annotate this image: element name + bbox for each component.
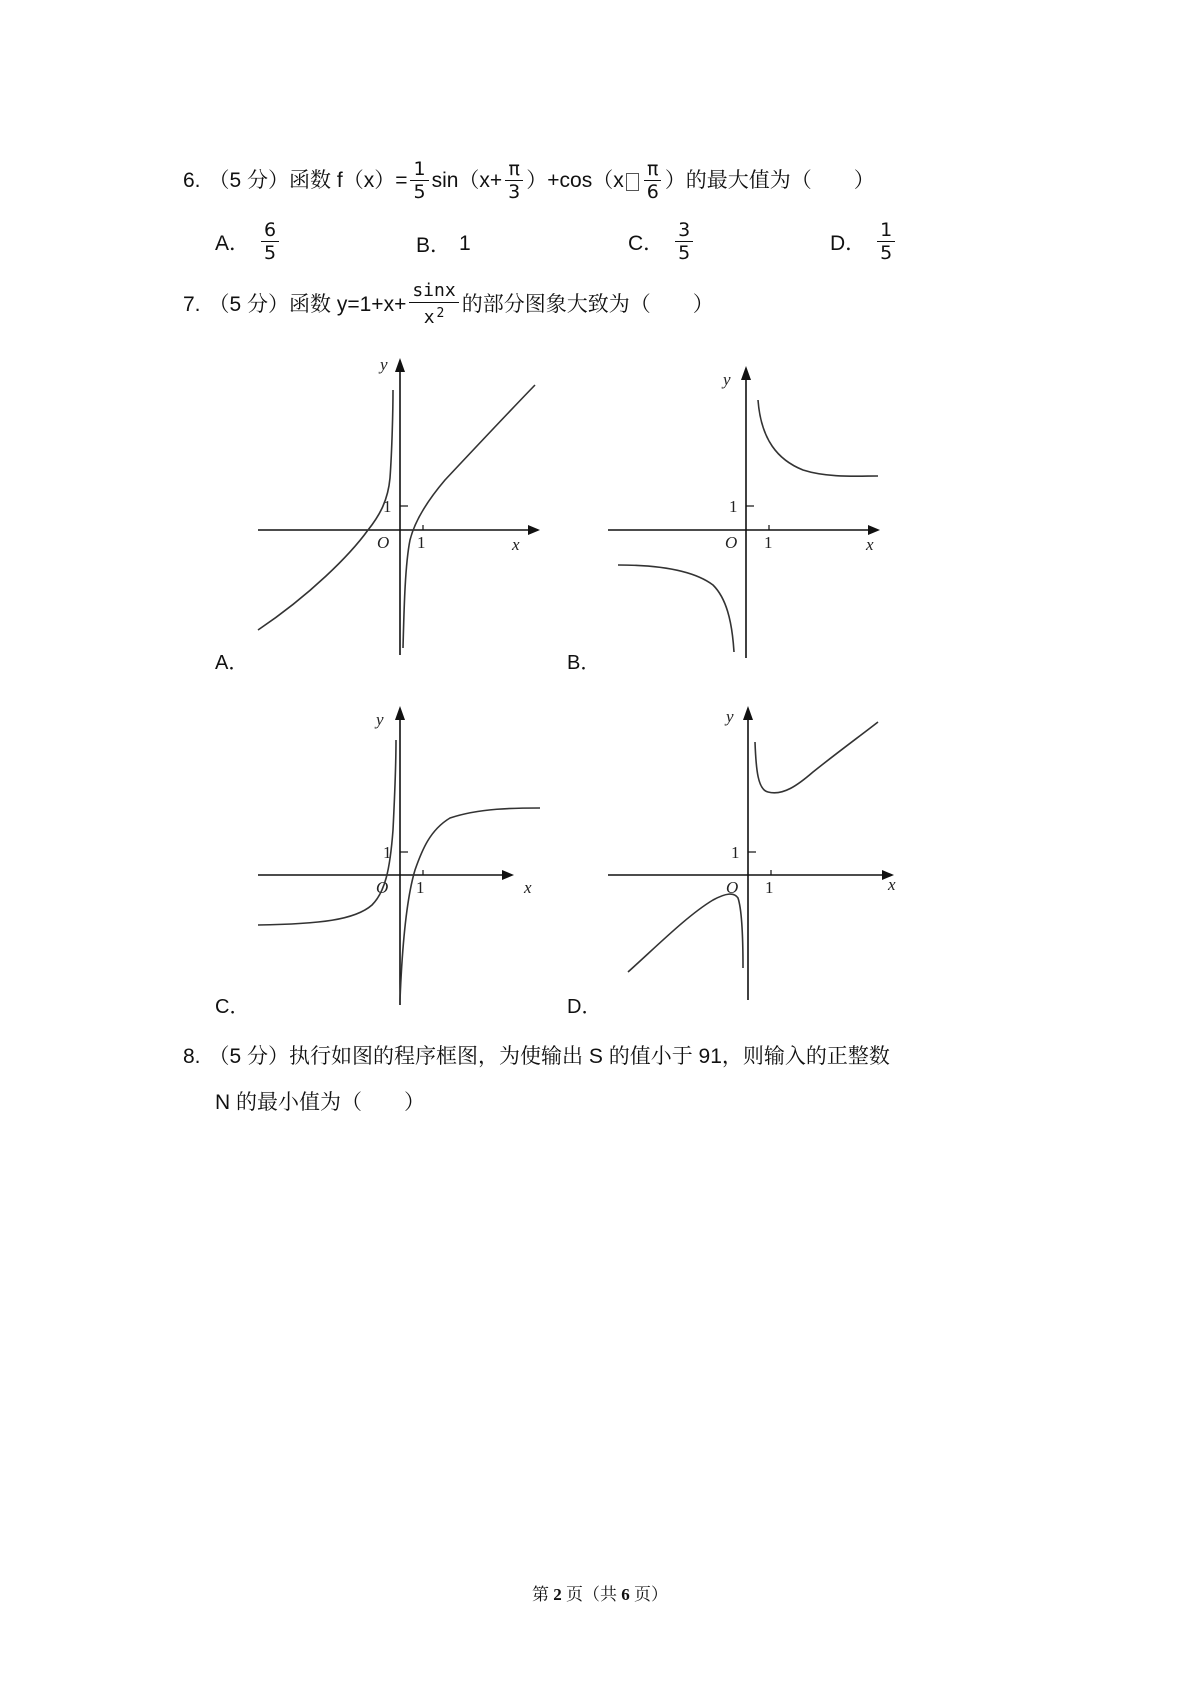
- fraction-denominator: 5: [264, 242, 277, 264]
- q6-text-d: ）的最大值为（ ）: [664, 168, 875, 192]
- q8-number: 8.: [183, 1045, 201, 1068]
- q6-fraction-1: [410, 158, 428, 203]
- y-axis-label: y: [726, 707, 734, 726]
- q6-option-a[interactable]: [215, 219, 282, 264]
- fraction-denominator: 5: [880, 242, 893, 264]
- option-fraction: [877, 219, 895, 264]
- curve-left-branch: [258, 390, 393, 630]
- y-one-label: 1: [729, 497, 738, 516]
- q8-line-1: [183, 1042, 890, 1072]
- x-axis-label: x: [524, 878, 532, 897]
- option-label: B．: [416, 234, 452, 257]
- curve-right-branch: [400, 808, 540, 1000]
- q7-stem: [183, 280, 714, 329]
- q7-graph-a: [250, 350, 550, 660]
- curve-left-branch: [618, 565, 734, 652]
- fraction-numerator: 1: [410, 158, 428, 181]
- q6-fraction-2: [505, 158, 523, 203]
- fraction-denominator: 5: [413, 181, 426, 203]
- origin-label: O: [376, 878, 389, 897]
- x-axis-label: x: [888, 875, 896, 894]
- q8-text-line1: 执行如图的程序框图，为使输出 S 的值小于 91，则输入的正整数: [289, 1045, 890, 1068]
- curve-right-branch: [758, 400, 878, 476]
- fraction-denominator: 5: [678, 242, 691, 264]
- fraction-denominator: 3: [508, 181, 521, 203]
- x-axis-label: x: [866, 535, 874, 554]
- q7-graph-c: [250, 700, 550, 1010]
- x-axis-label: x: [512, 535, 520, 554]
- fraction-numerator: sinx: [409, 280, 458, 303]
- fraction-numerator: π: [505, 158, 522, 181]
- page-footer: [0, 1580, 1200, 1605]
- q8-line-2: [215, 1088, 425, 1118]
- x-axis-arrow-icon: [868, 525, 880, 535]
- y-one-label: 1: [383, 843, 392, 862]
- curve-right-branch: [755, 722, 878, 793]
- fraction-numerator: π: [644, 158, 661, 181]
- x-one-label: 1: [417, 533, 426, 552]
- fraction-numerator: 1: [877, 219, 895, 242]
- q7-option-a-label[interactable]: A．: [215, 652, 249, 674]
- q6-number: 6.: [183, 168, 201, 192]
- q7-number: 7.: [183, 292, 201, 316]
- x-axis-arrow-icon: [528, 525, 540, 535]
- denominator-base: x: [423, 307, 435, 328]
- q6-option-d[interactable]: [830, 219, 898, 264]
- q7-option-d-label[interactable]: D．: [567, 996, 602, 1018]
- q7-graph-b: [598, 360, 898, 670]
- curve-left-branch: [628, 894, 743, 972]
- fraction-denominator: 6: [646, 181, 659, 203]
- q7-text-b: 的部分图象大致为（ ）: [461, 292, 714, 316]
- fraction-numerator: 6: [261, 219, 279, 242]
- origin-label: O: [725, 533, 738, 552]
- denominator-exponent: 2: [436, 306, 445, 321]
- q6-stem: [183, 158, 875, 203]
- y-axis-arrow-icon: [743, 706, 753, 720]
- q6-text-a: 函数 f（x）=: [289, 168, 408, 192]
- y-axis-arrow-icon: [395, 358, 405, 372]
- q7-graph-d: [598, 700, 908, 1010]
- y-axis-label: y: [376, 710, 384, 729]
- footer-total-pages: 6: [621, 1585, 630, 1604]
- q6-option-b[interactable]: [416, 229, 471, 259]
- option-fraction: [675, 219, 693, 264]
- q6-text-b: sin（x+: [431, 168, 503, 192]
- curve-left-branch: [258, 740, 396, 925]
- x-one-label: 1: [764, 533, 773, 552]
- q8-text-line2: N 的最小值为（ ）: [215, 1091, 425, 1114]
- origin-label: O: [726, 878, 739, 897]
- option-label: A．: [215, 231, 251, 255]
- q6-score: （5 分）: [208, 168, 290, 192]
- footer-middle: 页（共: [561, 1585, 622, 1604]
- y-axis-label: y: [723, 370, 731, 389]
- q7-text-a: 函数 y=1+x+: [289, 292, 407, 316]
- footer-page-number: 2: [553, 1585, 562, 1604]
- q6-fraction-3: [644, 158, 662, 203]
- q7-option-c-label[interactable]: C．: [215, 996, 250, 1018]
- footer-prefix: 第: [532, 1585, 554, 1604]
- fraction-numerator: 3: [675, 219, 693, 242]
- y-axis-label: y: [380, 355, 388, 374]
- curve-right-branch: [403, 385, 535, 648]
- y-one-label: 1: [383, 497, 392, 516]
- origin-label: O: [377, 533, 390, 552]
- q7-option-b-label[interactable]: B．: [567, 652, 601, 674]
- q6-text-c: ）+cos（x: [526, 168, 624, 192]
- option-label: D．: [830, 231, 867, 255]
- y-axis-arrow-icon: [395, 706, 405, 720]
- fraction-denominator: [421, 303, 448, 329]
- x-axis-arrow-icon: [502, 870, 514, 880]
- x-one-label: 1: [765, 878, 774, 897]
- q8-score: （5 分）: [208, 1045, 290, 1068]
- x-one-label: 1: [416, 878, 425, 897]
- q7-fraction: [409, 280, 458, 329]
- y-one-label: 1: [731, 843, 740, 862]
- footer-suffix: 页）: [629, 1585, 668, 1604]
- option-value: 1: [459, 232, 471, 255]
- q7-score: （5 分）: [208, 292, 290, 316]
- option-fraction: [261, 219, 279, 264]
- option-label: C．: [628, 231, 665, 255]
- y-axis-arrow-icon: [741, 366, 751, 380]
- missing-glyph-icon: [626, 173, 639, 191]
- q6-option-c[interactable]: [628, 219, 696, 264]
